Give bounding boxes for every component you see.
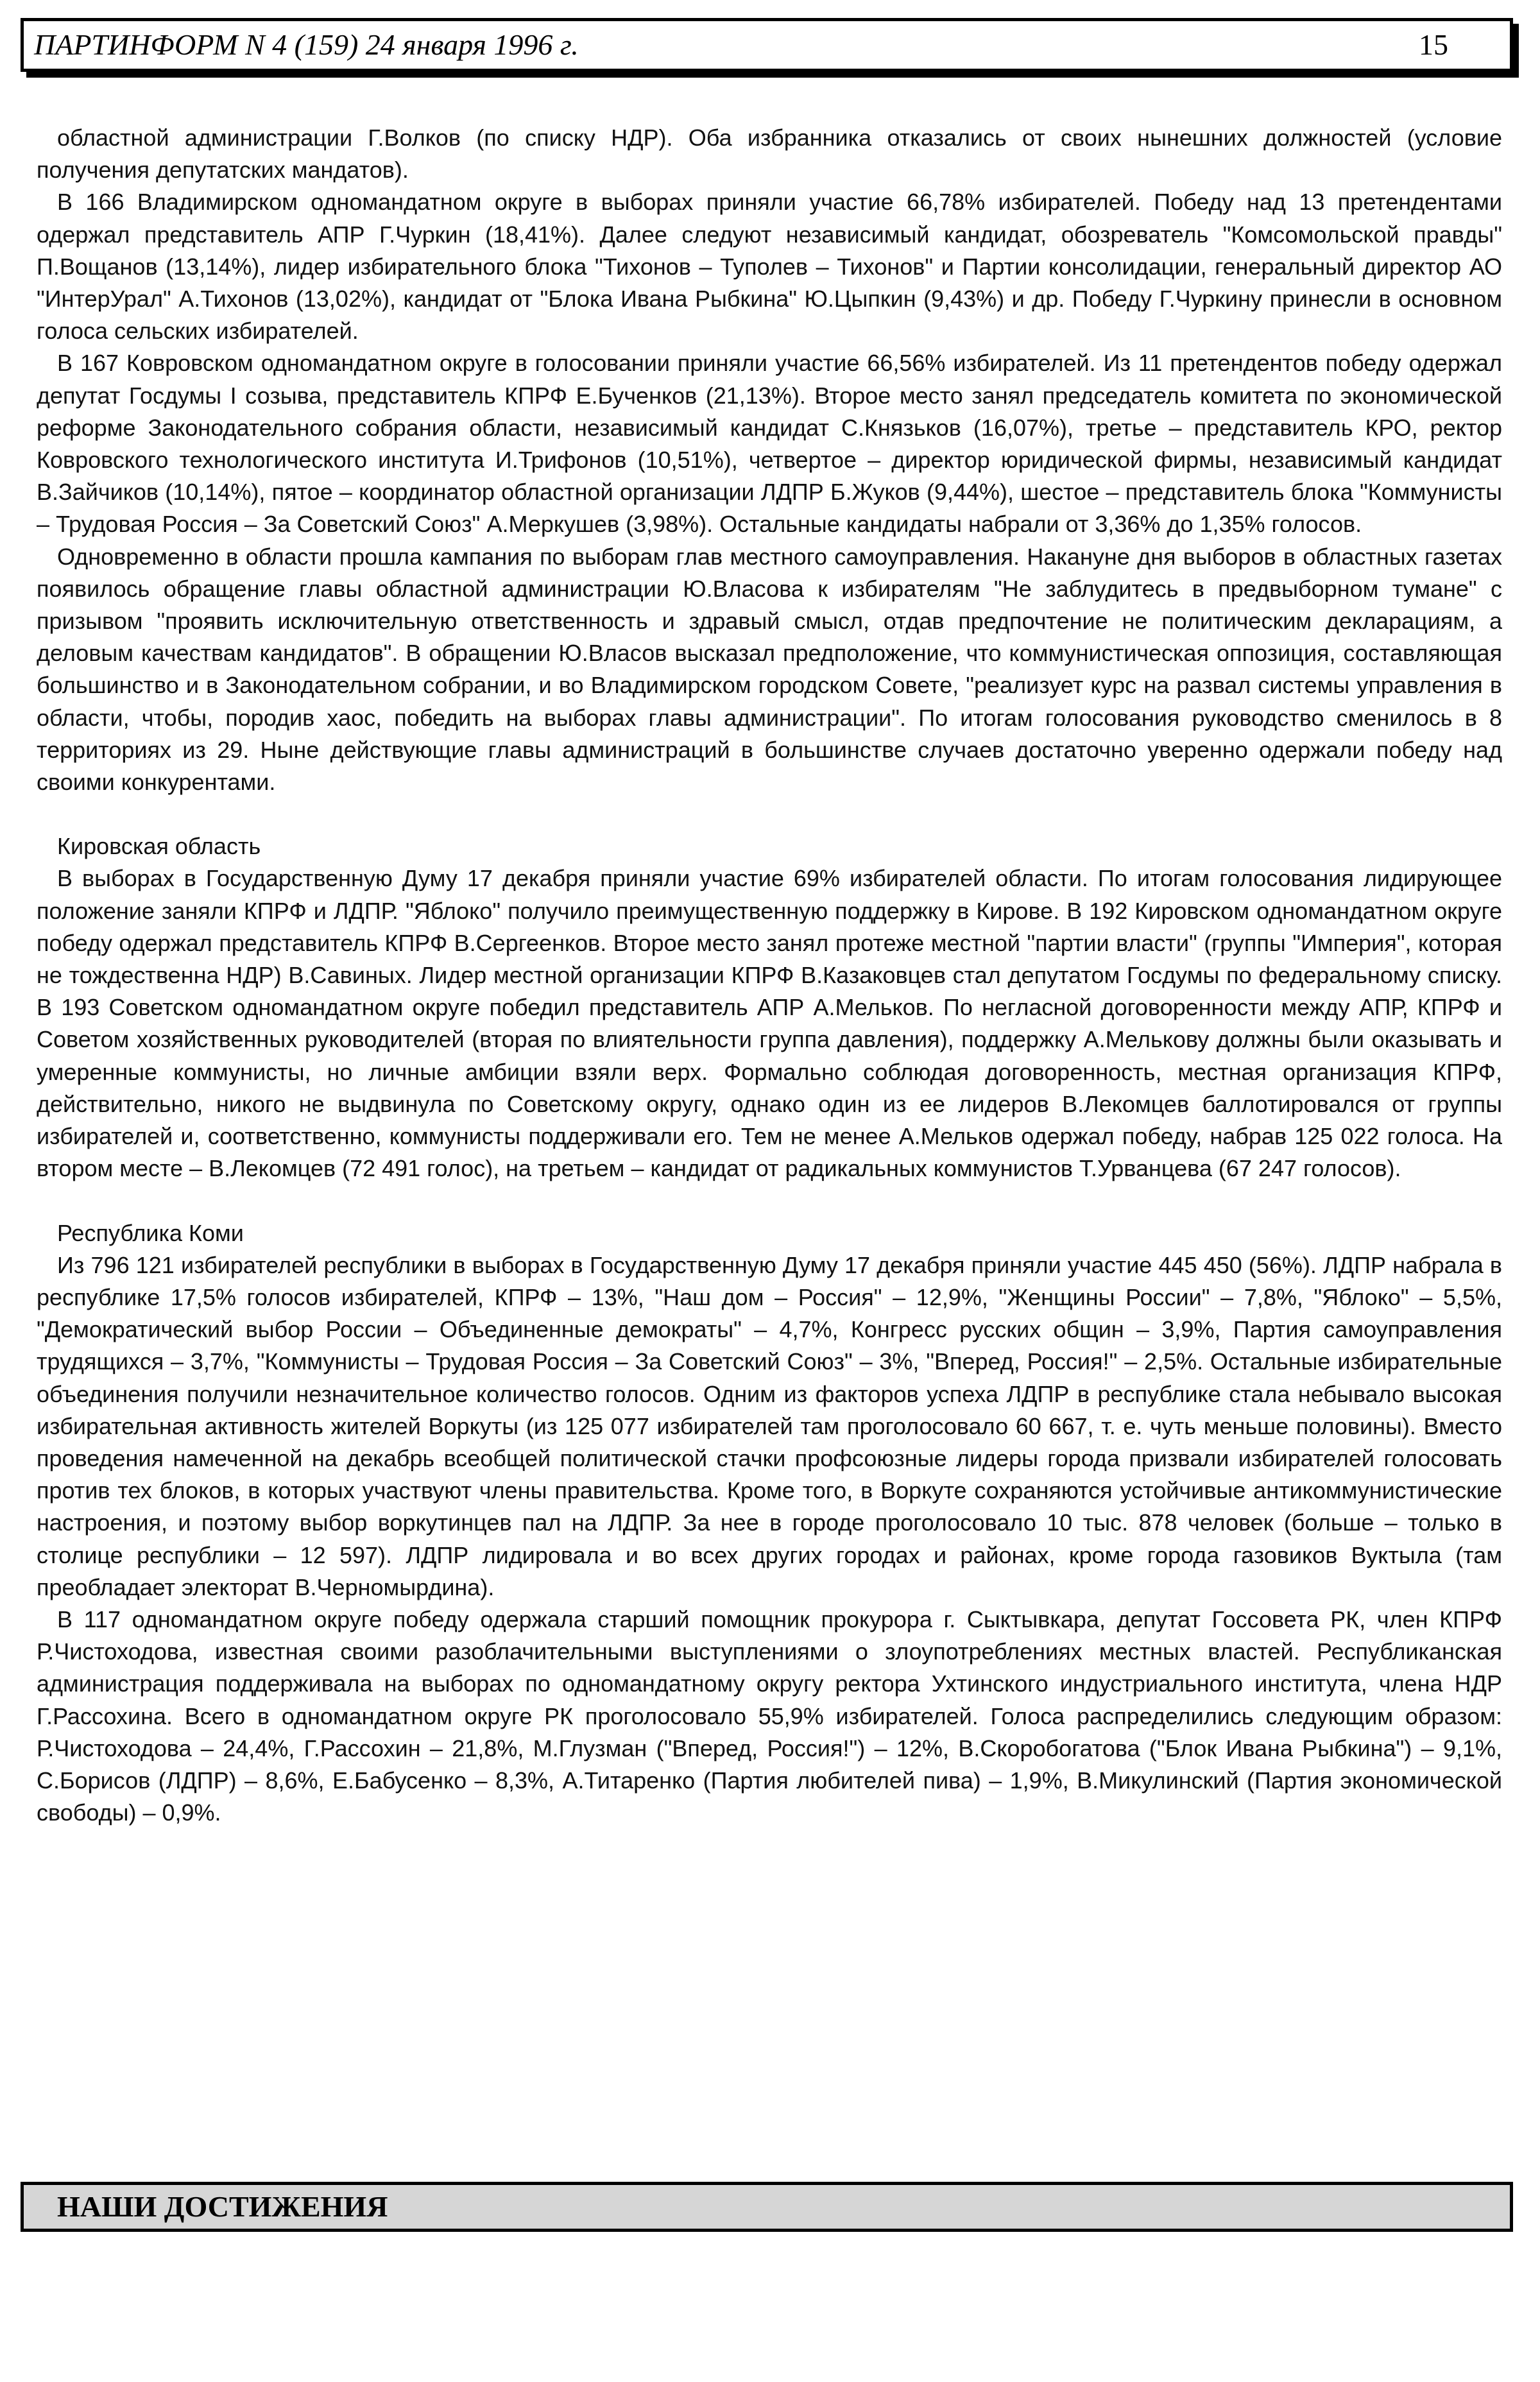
section-gap [37, 798, 1502, 830]
running-header [21, 18, 1513, 72]
paragraph-komi-overview: Из 796 121 избирателей республики в выборах в Государственную Думу 17 декабря приняли участие 445 450 (56%). ЛДПР набрала в республике 17,5% голосов избирателей, КПРФ – 13%, "Наш дом – Россия" – 12,9%, "Женщины России" – 7,8%, "Яблоко" – 5,5%, "Демократический выбор России – Объединенные демократы" – 4,7%, Конгресс русских общин – 3,9%, Партия самоуправления трудящихся – 3,7%, "Коммунисты – Трудовая Россия – За Советский Союз" – 3%, "Вперед, Россия!" – 2,5%. Остальные избирательные объединения получили незначительное количество голосов. Одним из факторов успеха ЛДПР в республике стала небывало высокая избирательная активность жителей Воркуты (из 125 077 избирателей там проголосовало 60 667, т. е. чуть меньше половины). Вместо проведения намеченной на декабрь всеобщей политической стачки профсоюзные лидеры города призвали избирателей голосовать против тех блоков, в которых участвуют члены правительства. Кроме того, в Воркуте сохраняются устойчивые антикоммунистические настроения, и поэтому выбор воркутинцев пал на ЛДПР. За нее в городе проголосовало 10 тыс. 878 человек (больше – только в столице республики – 12 597). ЛДПР лидировала и во всех других городах и районах, кроме города газовиков Вуктыла (там преобладает электорат В.Черномырдина). [37, 1251, 1502, 1600]
paragraph-vladimir-166: В 166 Владимирском одномандатном округе в выборах приняли участие 66,78% избирателей. Победу над 13 претендентами одержал представитель АПР Г.Чуркин (18,41%). Далее следуют независимый кандидат, обозреватель "Комсомольской правды" П.Вощанов (13,14%), лидер избирательного блока "Тихонов – Туполев – Тихонов" и Партии консолидации, генеральный директор АО "ИнтерУрал" А.Тихонов (13,02%), кандидат от "Блока Ивана Рыбкина" Ю.Цыпкин (9,43%) и др. Победу Г.Чуркину принесли в основном голоса сельских избирателей. [37, 189, 1502, 345]
paragraph-komi-117: В 117 одномандатном округе победу одержала старший помощник прокурора г. Сыктывкара, депутат Госсовета РК, член КПРФ Р.Чистоходова, известная своими разоблачительными выступлениями о злоупотреблениях местных властей. Республиканская администрация поддерживала на выборах по одномандатному округу ректора Ухтинского индустриального института, члена НДР Г.Рассохина. Всего в одномандатном округе РК проголосовало 55,9% избирателей. Голоса распределились следующим образом: Р.Чистоходова – 24,4%, Г.Рассохин – 21,8%, М.Глузман ("Вперед, Россия!") – 12%, В.Скоробогатова ("Блок Ивана Рыбкина") – 9,1%, С.Борисов (ЛДПР) – 8,6%, Е.Бабусенко – 8,3%, А.Титаренко (Партия любителей пива) – 1,9%, В.Микулинский (Партия экономической свободы) – 0,9%. [37, 1606, 1502, 1826]
rubric-title: НАШИ ДОСТИЖЕНИЯ [57, 2190, 388, 2223]
section-heading-komi: Республика Коми [57, 1219, 244, 1246]
paragraph-kirov: В выборах в Государственную Думу 17 декабря приняли участие 69% избирателей области. По итогам голосования лидирующее положение заняли КПРФ и ЛДПР. "Яблоко" получило преимущественную поддержку в Кирове. В 192 Кировском одномандатном округе победу одержал представитель КПРФ В.Сергеенков. Второе место занял протеже местной "партии власти" (группы "Империя", которая не тождественна НДР) В.Савиных. Лидер местной организации КПРФ В.Казаковцев стал депутатом Госдумы по федеральному списку. В 193 Советском одномандатном округе победил представитель АПР А.Мельков. По негласной договоренности между АПР, КПРФ и Советом хозяйственных руководителей (вторая по влиятельности группа давления), поддержку А.Мелькову должны были оказывать и умеренные коммунисты, но личные амбиции взяли верх. Формально соблюдая договоренность, местная организация КПРФ, действительно, никого не выдвинула по Советскому округу, однако один из ее лидеров В.Лекомцев баллотировался от группы избирателей и, соответственно, коммунисты поддерживали его. Тем не менее А.Мельков одержал победу, набрав 125 022 голоса. На втором месте – В.Лекомцев (72 491 голос), на третьем – кандидат от радикальных коммунистов Т.Урванцева (67 247 голосов). [37, 865, 1502, 1182]
issue-title: ПАРТИНФОРМ N 4 (159) 24 января 1996 г. [34, 28, 579, 61]
article-body [37, 122, 1502, 1829]
paragraph-continuation: областной администрации Г.Волков (по списку НДР). Оба избранника отказались от своих нынешних должностей (условие получения депутатских мандатов). [37, 124, 1502, 184]
paragraph-kovrov-167: В 167 Ковровском одномандатном округе в голосовании приняли участие 66,56% избирателей. Из 11 претендентов победу одержал депутат Госдумы I созыва, представитель КПРФ Е.Бученков (21,13%). Второе место занял председатель комитета по экономической реформе Законодательного собрания области, независимый кандидат С.Князьков (16,07%), третье – представитель КРО, ректор Ковровского технологического института И.Трифонов (10,51%), четвертое – директор юридической фирмы, независимый кандидат В.Зайчиков (10,14%), пятое – координатор областной организации ЛДПР Б.Жуков (9,44%), шестое – представитель блока "Коммунисты – Трудовая Россия – За Советский Союз" А.Меркушев (3,98%). Остальные кандидаты набрали от 3,36% до 1,35% голосов. [37, 350, 1502, 538]
rubric-bar [21, 2182, 1513, 2232]
section-gap [37, 1185, 1502, 1217]
section-heading-kirov: Кировская область [57, 833, 261, 860]
paragraph-local-elections: Одновременно в области прошла кампания по выборам глав местного самоуправления. Накануне дня выборов в областных газетах появилось обращение главы областной администрации Ю.Власова к избирателям "Не заблудитесь в предвыборном тумане" с призывом "проявить исключительную ответственность и здравый смысл, отдав предпочтение не политическим декларациям, а деловым качествам кандидатов". В обращении Ю.Власов высказал предположение, что коммунистическая оппозиция, составляющая большинство и в Законодательном собрании, и во Владимирском городском Совете, "реализует курс на развал системы управления в области, чтобы, породив хаос, победить на выборах главы администрации". По итогам голосования руководство сменилось в 8 территориях из 29. Ныне действующие главы администраций в большинстве случаев достаточно уверенно одержали победу над своими конкурентами. [37, 543, 1502, 796]
page-number: 15 [1419, 28, 1448, 61]
